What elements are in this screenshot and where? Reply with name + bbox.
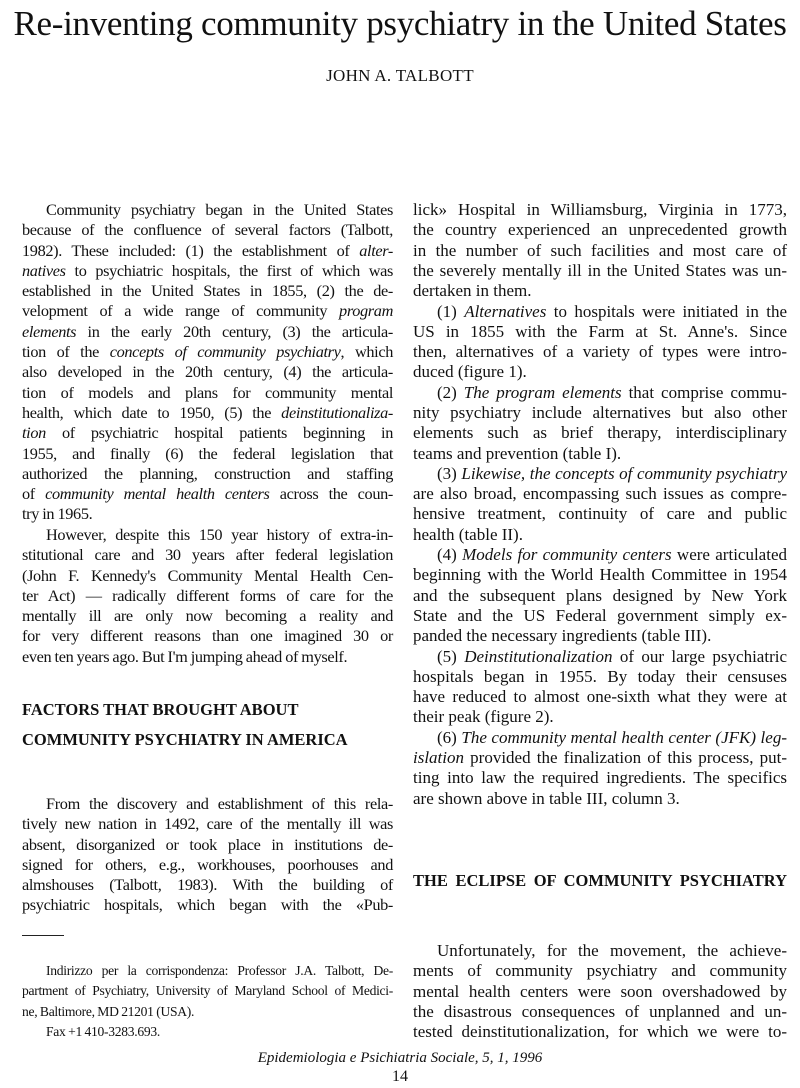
text-line [413, 1022, 787, 1042]
text-run: 1955, and finally (6) the federal legislation that [22, 443, 393, 463]
text-run: (John F. Kennedy's Community Mental Health Cen- [22, 565, 393, 585]
paragraph-alternatives [413, 302, 787, 383]
text-run: even ten years ago. But I'm jumping ahead of myself. [22, 646, 348, 666]
text-line [22, 794, 393, 814]
text-run: (1) [437, 301, 465, 321]
section-heading-eclipse: THE ECLIPSE OF COMMUNITY PSYCHIATRY [413, 871, 787, 890]
text-line [413, 707, 787, 727]
heading-line: FACTORS THAT BROUGHT ABOUT [22, 700, 299, 719]
text-line [413, 525, 787, 545]
text-run: are also broad, encompassing such issues as compre- [413, 484, 787, 504]
text-line [22, 261, 393, 281]
text-line [22, 281, 393, 301]
text-line [413, 261, 787, 281]
text-line [413, 647, 787, 667]
text-run: their peak (figure 2). [413, 707, 554, 727]
text-run: elements such as brief therapy, interdisciplinary [413, 423, 787, 443]
text-run: , which [340, 342, 393, 362]
text-line [22, 504, 393, 524]
italic-text: Likewise, the concepts of community psychiatry [461, 463, 787, 483]
text-line [22, 423, 393, 443]
text-line [22, 200, 393, 220]
text-line [22, 342, 393, 362]
text-run: lick» Hospital in Williamsburg, Virginia in 1773, [413, 200, 787, 219]
text-run: health, which date to 1950, (5) the [22, 402, 282, 422]
text-run: are shown above in table III, column 3. [413, 788, 680, 808]
text-run: (2) [437, 382, 464, 402]
text-run: and the subsequent plans designed by New York [413, 585, 787, 605]
italic-text: The program elements [463, 382, 622, 402]
text-run: Community psychiatry began in the United States [46, 200, 393, 219]
paragraph-concepts [413, 464, 787, 545]
text-line [413, 667, 787, 687]
author-name: JOHN A. TALBOTT [326, 66, 474, 85]
text-line [22, 626, 393, 646]
heading-line: COMMUNITY PSYCHIATRY IN AMERICA [22, 730, 348, 749]
text-run: absent, disorganized or took place in institutions de- [22, 834, 393, 854]
text-run: 1982). These included: (1) the establishment of [22, 240, 360, 260]
text-run: (3) [437, 463, 462, 483]
text-run: health (table II). [413, 524, 523, 544]
paragraph-continued [413, 200, 787, 301]
text-line [413, 464, 787, 484]
text-line [413, 322, 787, 342]
text-line [413, 687, 787, 707]
text-run: that comprise commu- [621, 382, 787, 402]
text-line [413, 545, 787, 565]
italic-text: Deinstitutionalization [464, 646, 613, 666]
text-run: established in the United States in 1855, (2) the de- [22, 281, 393, 301]
text-run: almshouses (Talbott, 1983). With the building of [22, 875, 393, 895]
text-run: then, alternatives of a variety of types were intro- [413, 342, 787, 362]
text-line [413, 941, 787, 961]
article-title: Re-inventing community psychiatry in the United States [13, 4, 787, 43]
text-run: the disastrous consequences of unplanned and un- [413, 1001, 787, 1021]
text-line [22, 835, 393, 855]
text-line [413, 748, 787, 768]
italic-text: program [339, 301, 393, 321]
text-line [413, 423, 787, 443]
text-run: of our large psychiatric [612, 646, 787, 666]
text-run: dertaken in them. [413, 281, 532, 301]
text-run: of psychiatric hospital patients beginning in [45, 423, 393, 443]
paragraph-models [413, 545, 787, 646]
text-line [413, 768, 787, 788]
text-line [413, 484, 787, 504]
text-line [413, 504, 787, 524]
text-line [413, 606, 787, 626]
text-line [22, 525, 393, 545]
text-line [22, 322, 393, 342]
text-line [22, 444, 393, 464]
text-line [22, 383, 393, 403]
text-line [22, 855, 393, 875]
text-line [413, 403, 787, 423]
text-run: authorized the planning, construction and staffing [22, 463, 393, 483]
text-run: ments of community psychiatry and community [413, 961, 787, 981]
text-run: mentally ill are only now becoming a reality and [22, 606, 393, 626]
text-run: tion of the [22, 342, 110, 362]
text-run: hensive treatment, continuity of care and public [413, 504, 787, 524]
text-run: across the coun- [269, 484, 393, 504]
italic-text: natives [22, 260, 66, 280]
text-line [22, 362, 393, 382]
text-run: However, despite this 150 year history of extra-in- [46, 525, 393, 544]
text-run: the country experienced an unprecedented growth [413, 220, 787, 240]
text-line [22, 1022, 393, 1042]
text-run: to psychiatric hospitals, the first of which was [65, 260, 393, 280]
text-run: Unfortunately, for the movement, the achieve- [437, 941, 787, 960]
text-line [413, 281, 787, 301]
italic-text: deinstitutionaliza- [281, 402, 393, 422]
text-run: the severely mentally ill in the United States was un- [413, 260, 787, 280]
text-line [413, 586, 787, 606]
text-line [22, 606, 393, 626]
text-line [22, 545, 393, 565]
text-line [413, 220, 787, 240]
text-line [22, 814, 393, 834]
text-line [413, 241, 787, 261]
text-line [413, 961, 787, 981]
text-line [22, 875, 393, 895]
italic-text: alter- [359, 240, 393, 260]
text-run: because of the confluence of several factors (Talbott, [22, 220, 393, 240]
text-run: in the early 20th century, (3) the articula- [76, 321, 393, 341]
text-line [22, 895, 393, 915]
footnote [22, 961, 393, 1042]
text-run: mental health centers were soon overshadowed by [413, 981, 787, 1001]
text-run: teams and prevention (table I). [413, 443, 622, 463]
text-run: signed for others, e.g., workhouses, poorhouses and [22, 854, 393, 874]
text-run: for very different reasons than one imagined 30 or [22, 626, 393, 646]
text-run: tively new nation in 1492, care of the mentally ill was [22, 814, 393, 834]
text-line [413, 362, 787, 382]
text-run: Fax +1 410-3283.693. [46, 1023, 160, 1039]
italic-text: elements [22, 321, 77, 341]
text-run: Indirizzo per la corrispondenza: Professor J.A. Talbott, De- [46, 963, 393, 978]
text-line [22, 464, 393, 484]
text-run: hospitals began in 1955. By today their censuses [413, 666, 787, 686]
paragraph-deinstitutionalization [413, 647, 787, 728]
text-line [22, 484, 393, 504]
text-run: US in 1855 with the Farm at St. Anne's. Since [413, 321, 787, 341]
text-line [22, 981, 393, 1001]
text-line [413, 444, 787, 464]
text-run: also developed in the 20th century, (4) the articula- [22, 362, 393, 382]
text-line [22, 566, 393, 586]
paragraph-discovery [22, 794, 393, 916]
text-run: tested deinstitutionalization, for which we were to- [413, 1022, 787, 1042]
text-line [413, 383, 787, 403]
text-run: provided the finalization of this process, put- [464, 748, 787, 768]
italic-text: concepts of community psychiatry [109, 342, 341, 362]
paragraph-unfortunately [413, 941, 787, 1042]
text-run: were articulated [671, 545, 787, 565]
paragraph-legislation [413, 728, 787, 809]
text-line [22, 403, 393, 423]
journal-citation: Epidemiologia e Psichiatria Sociale, 5, 1, 1996 [257, 1050, 543, 1066]
text-line [22, 1002, 393, 1022]
text-line [413, 789, 787, 809]
text-line [413, 626, 787, 646]
italic-text: Alternatives [464, 301, 547, 321]
footnote-divider [22, 935, 64, 936]
text-run: State and the US Federal government simply ex- [413, 605, 787, 625]
text-line [22, 301, 393, 321]
text-run: velopment of a wide range of community [22, 301, 340, 321]
text-run: beginning with the World Health Committee in 1954 [413, 565, 787, 585]
text-run: (5) [437, 646, 465, 666]
text-run: ting into law the required ingredients. The specifics [413, 768, 787, 788]
text-run: ne, Baltimore, MD 21201 (USA). [22, 1003, 195, 1019]
text-run: ter Act) — radically different forms of care for the [22, 585, 393, 605]
italic-text: Models for community centers [462, 545, 672, 565]
text-run: (4) [437, 545, 463, 565]
text-run: (6) [437, 727, 462, 747]
italic-text: tion [22, 423, 46, 443]
text-run: nity psychiatry include alternatives but also other [413, 402, 787, 422]
italic-text: islation [413, 748, 465, 768]
text-run: panded the necessary ingredients (table III). [413, 626, 712, 646]
paragraph-intro [22, 200, 393, 525]
text-line [22, 586, 393, 606]
text-line [22, 241, 393, 261]
paragraph-however [22, 525, 393, 667]
italic-text: community mental health centers [45, 484, 270, 504]
text-line [22, 647, 393, 667]
text-run: have reduced to almost one-sixth what they were at [413, 687, 787, 707]
text-run: duced (figure 1). [413, 362, 527, 382]
text-run: of [22, 484, 46, 504]
italic-text: The community mental health center (JFK) leg- [461, 727, 787, 747]
text-line [413, 342, 787, 362]
paragraph-program-elements [413, 383, 787, 464]
text-run: psychiatric hospitals, which began with the «Pub- [22, 895, 393, 915]
page-number: 14 [392, 1068, 408, 1085]
text-run: stitutional care and 30 years after federal legislation [22, 545, 393, 565]
text-line [22, 961, 393, 981]
text-run: tion of models and plans for community mental [22, 382, 393, 402]
text-run: to hospitals were initiated in the [546, 301, 787, 321]
section-heading-factors [22, 695, 393, 755]
text-line [413, 1002, 787, 1022]
text-run: From the discovery and establishment of this rela- [46, 794, 393, 813]
text-line [22, 220, 393, 240]
text-run: partment of Psychiatry, University of Maryland School of Medici- [22, 983, 393, 999]
text-line [413, 982, 787, 1002]
text-run: in the number of such facilities and most care of [413, 240, 787, 260]
text-line [413, 302, 787, 322]
text-line [413, 728, 787, 748]
text-line [413, 565, 787, 585]
text-line [413, 200, 787, 220]
text-run: try in 1965. [22, 504, 93, 524]
